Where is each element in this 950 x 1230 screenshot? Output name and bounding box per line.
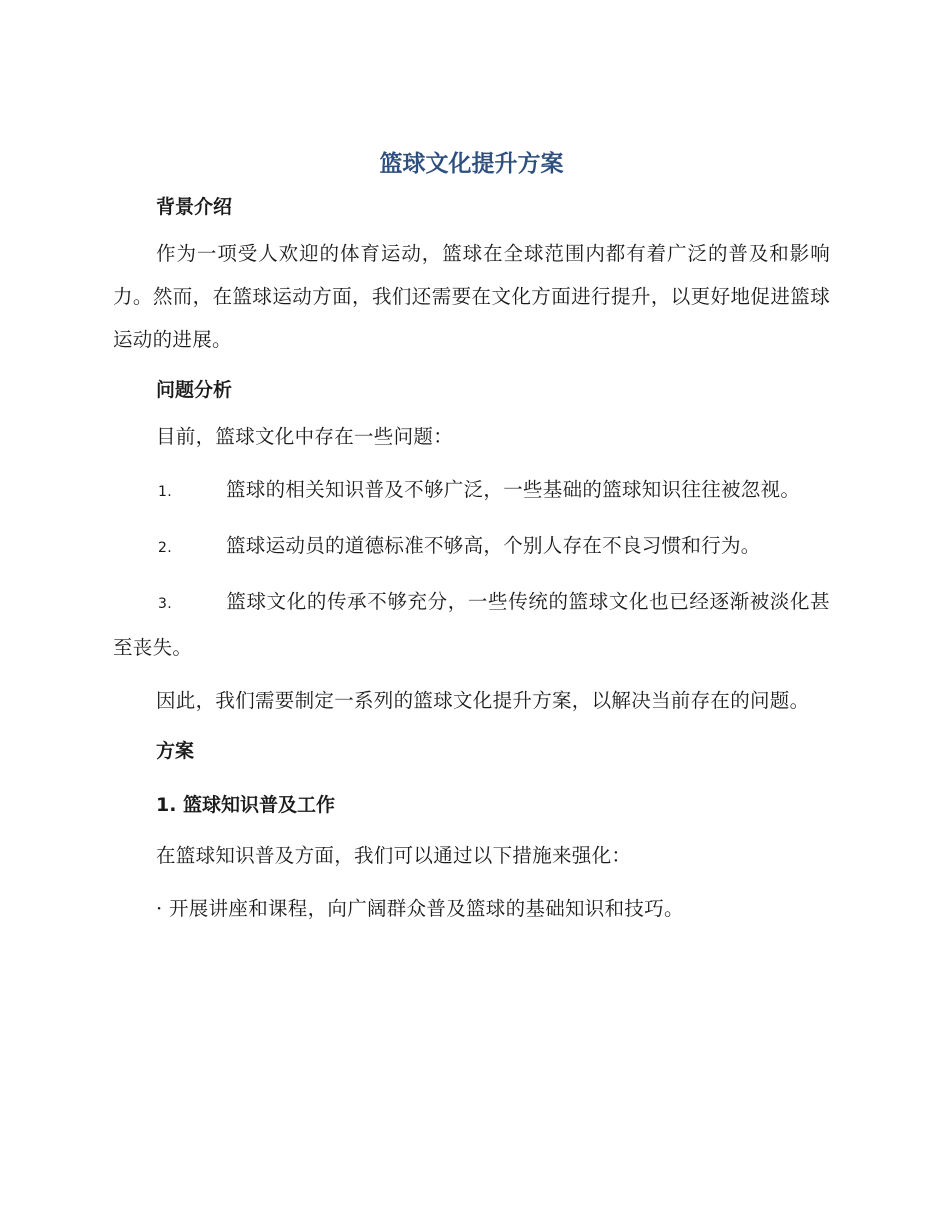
list-item (113, 468, 830, 514)
analysis-conclusion: 因此，我们需要制定一系列的篮球文化提升方案，以解决当前存在的问题。 (156, 689, 810, 712)
section-heading-analysis: 问题分析 (156, 379, 233, 401)
list-item (113, 580, 830, 669)
list-item-text: 篮球的相关知识普及不够广泛，一些基础的篮球知识往往被忽视。 (226, 478, 801, 501)
list-number: 1. (158, 484, 172, 500)
background-paragraph: 作为一项受人欢迎的体育运动，篮球在全球范围内都有着广泛的普及和影响力。然而，在篮球运动方面，我们还需要在文化方面进行提升，以更好地促进篮球运动的进展。 (113, 242, 830, 351)
section-heading-background: 背景介绍 (156, 196, 233, 218)
list-item-text: 篮球文化的传承不够充分，一些传统的篮球文化也已经逐渐被淡化甚至丧失。 (113, 590, 830, 659)
plan-intro: 在篮球知识普及方面，我们可以通过以下措施来强化： (156, 844, 632, 867)
list-item (113, 524, 830, 570)
list-number: 2. (158, 540, 172, 556)
list-item-text: 篮球运动员的道德标准不够高，个别人存在不良习惯和行为。 (226, 534, 761, 557)
list-number: 3. (158, 596, 172, 612)
analysis-intro: 目前，篮球文化中存在一些问题： (156, 425, 454, 448)
section-heading-plan: 方案 (156, 740, 195, 762)
bullet-item: · 开展讲座和课程，向广阔群众普及篮球的基础知识和技巧。 (156, 897, 684, 920)
document-title: 篮球文化提升方案 (379, 151, 564, 177)
sub-heading-knowledge: 1. 篮球知识普及工作 (156, 794, 336, 816)
